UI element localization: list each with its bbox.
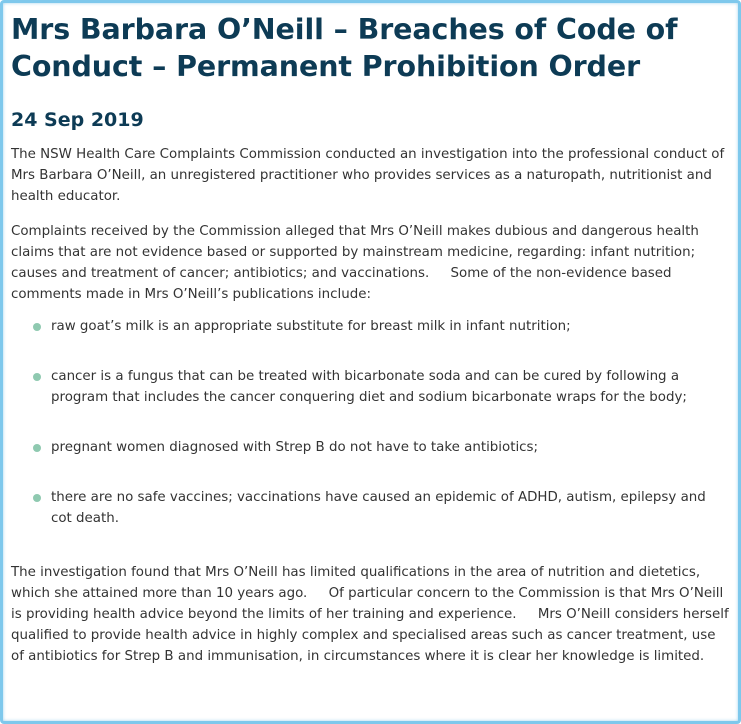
list-item [11, 437, 731, 458]
page-title: Mrs Barbara O’Neill – Breaches of Code of Conduct – Permanent Prohibition Order [11, 13, 678, 83]
article-content [11, 11, 731, 667]
publish-date: 24 Sep 2019 [11, 109, 144, 131]
bullet-dot-icon [33, 494, 41, 502]
intro-paragraph: The NSW Health Care Complaints Commission conducted an investigation into the professional conduct of Mrs Barbara O’Neill, an unregistered practitioner who provides services as a naturopath, nutritionist and health educator. [11, 147, 725, 204]
bullet-dot-icon [33, 373, 41, 381]
list-item [11, 366, 731, 408]
bullet-dot-icon [33, 323, 41, 331]
list-item-text: cancer is a fungus that can be treated with bicarbonate soda and can be cured by following a program that includes the cancer conquering diet and sodium bicarbonate wraps for the body; [51, 369, 687, 405]
list-item-text: pregnant women diagnosed with Strep B do not have to take antibiotics; [51, 440, 539, 455]
findings-paragraph: The investigation found that Mrs O’Neill has limited qualifications in the area of nutrition and dietetics, which she attained more than 10 years ago. Of particular concern to the Commission is that Mrs O’Neill is providing health advice beyond the limits of her training and experience. Mrs O’Neill considers herself qualified to provide health advice in highly complex and specialised areas such as cancer treatment, use of antibiotics for Strep B and immunisation, in circumstances where it is clear her knowledge is limited. [11, 565, 733, 664]
list-item [11, 487, 731, 529]
complaints-paragraph: Complaints received by the Commission alleged that Mrs O’Neill makes dubious and dangerous health claims that are not evidence based or supported by mainstream medicine, regarding: infant nutrition; causes and treatment of cancer; antibiotics; and vaccinations. Some of the non-evidence based comments made in Mrs O’Neill’s publications include: [11, 224, 704, 302]
list-item-text: there are no safe vaccines; vaccinations have caused an epidemic of ADHD, autism, epilepsy and cot death. [51, 490, 706, 526]
list-item [11, 316, 731, 337]
claims-list [11, 316, 731, 529]
list-item-text: raw goat’s milk is an appropriate substitute for breast milk in infant nutrition; [51, 319, 571, 334]
bullet-dot-icon [33, 444, 41, 452]
